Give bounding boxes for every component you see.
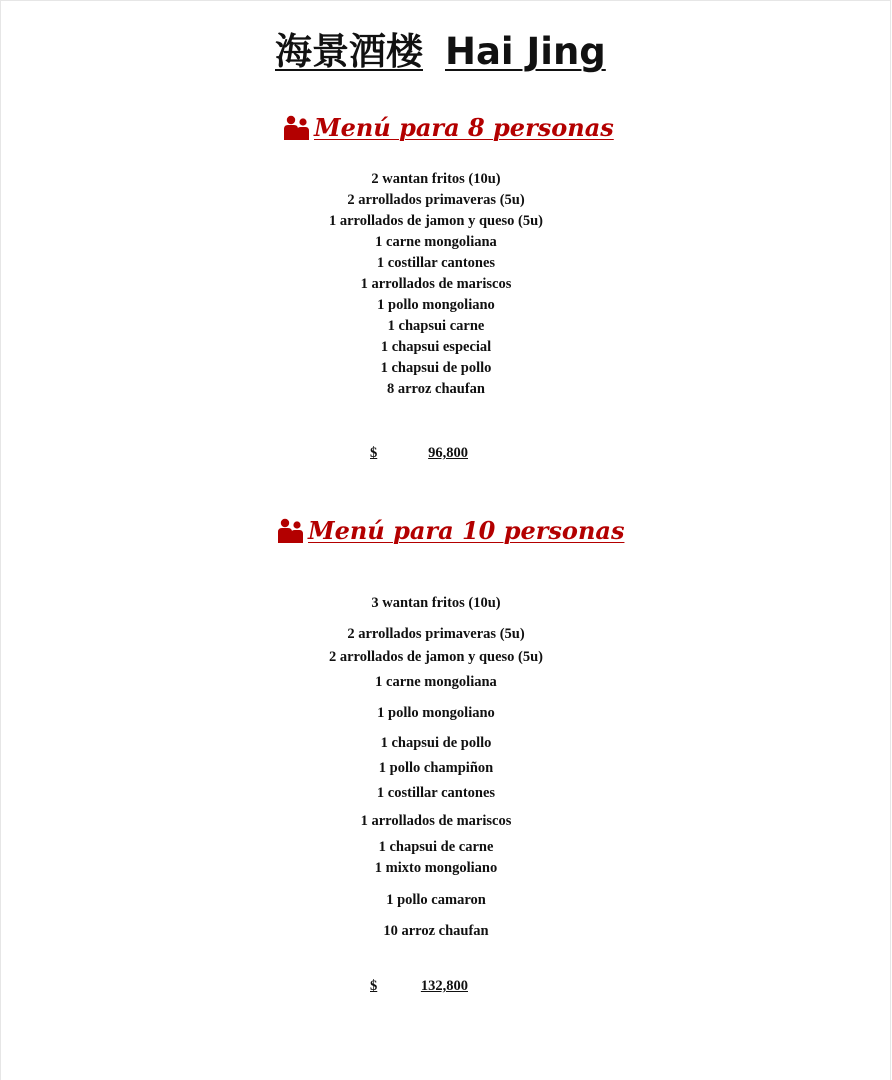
menu-8-item: 1 chapsui de pollo [380,360,492,376]
menu-10-price [370,977,468,995]
menu-8-item: 1 carne mongoliana [375,234,497,250]
people-icon [282,115,312,141]
menu-8-item: 1 chapsui especial [380,339,492,355]
title-latin: Hai Jing [445,30,606,73]
menu-10-item: 1 pollo camaron [386,892,486,908]
menu-10-item: 10 arroz chaufan [383,923,489,939]
price-value: 96,800 [428,445,468,461]
menu-8-item: 2 arrollados primaveras (5u) [347,192,525,208]
menu-10-item: 2 arrollados primaveras (5u) [347,626,525,642]
menu-8-item: 1 arrollados de mariscos [360,276,512,292]
price-value: 132,800 [420,978,468,994]
menu-10-item: 1 chapsui de carne [378,839,494,855]
menu-10-item: 1 costillar cantones [376,785,496,801]
menu-8-item: 1 pollo mongoliano [377,297,495,313]
menu-10-item: 1 mixto mongoliano [374,860,498,876]
menu-10-item: 3 wantan fritos (10u) [371,595,501,611]
page-title [275,29,606,75]
menu-8-item: 1 chapsui carne [387,318,485,334]
title-chinese: 海景酒楼 [275,30,423,73]
people-icon [276,518,306,544]
menu-10-item: 2 arrollados de jamon y queso (5u) [328,649,544,665]
menu-8-title: Menú para 8 personas [314,113,614,142]
menu-10-item: 1 carne mongoliana [375,674,497,690]
menu-8-heading [282,113,614,143]
menu-10-item: 1 pollo mongoliano [377,705,495,721]
menu-10-item: 1 arrollados de mariscos [360,813,512,829]
price-currency: $ [370,978,378,994]
menu-8-item: 1 arrollados de jamon y queso (5u) [328,213,544,229]
menu-10-item: 1 chapsui de pollo [380,735,492,751]
menu-8-item: 8 arroz chaufan [386,381,485,397]
menu-10-item: 1 pollo champiñon [378,760,494,776]
price-currency: $ [370,445,378,461]
menu-8-item: 1 costillar cantones [376,255,496,271]
menu-10-title: Menú para 10 personas [308,516,625,545]
menu-8-item: 2 wantan fritos (10u) [371,171,501,187]
menu-8-price [370,444,468,462]
menu-10-heading [276,516,624,546]
